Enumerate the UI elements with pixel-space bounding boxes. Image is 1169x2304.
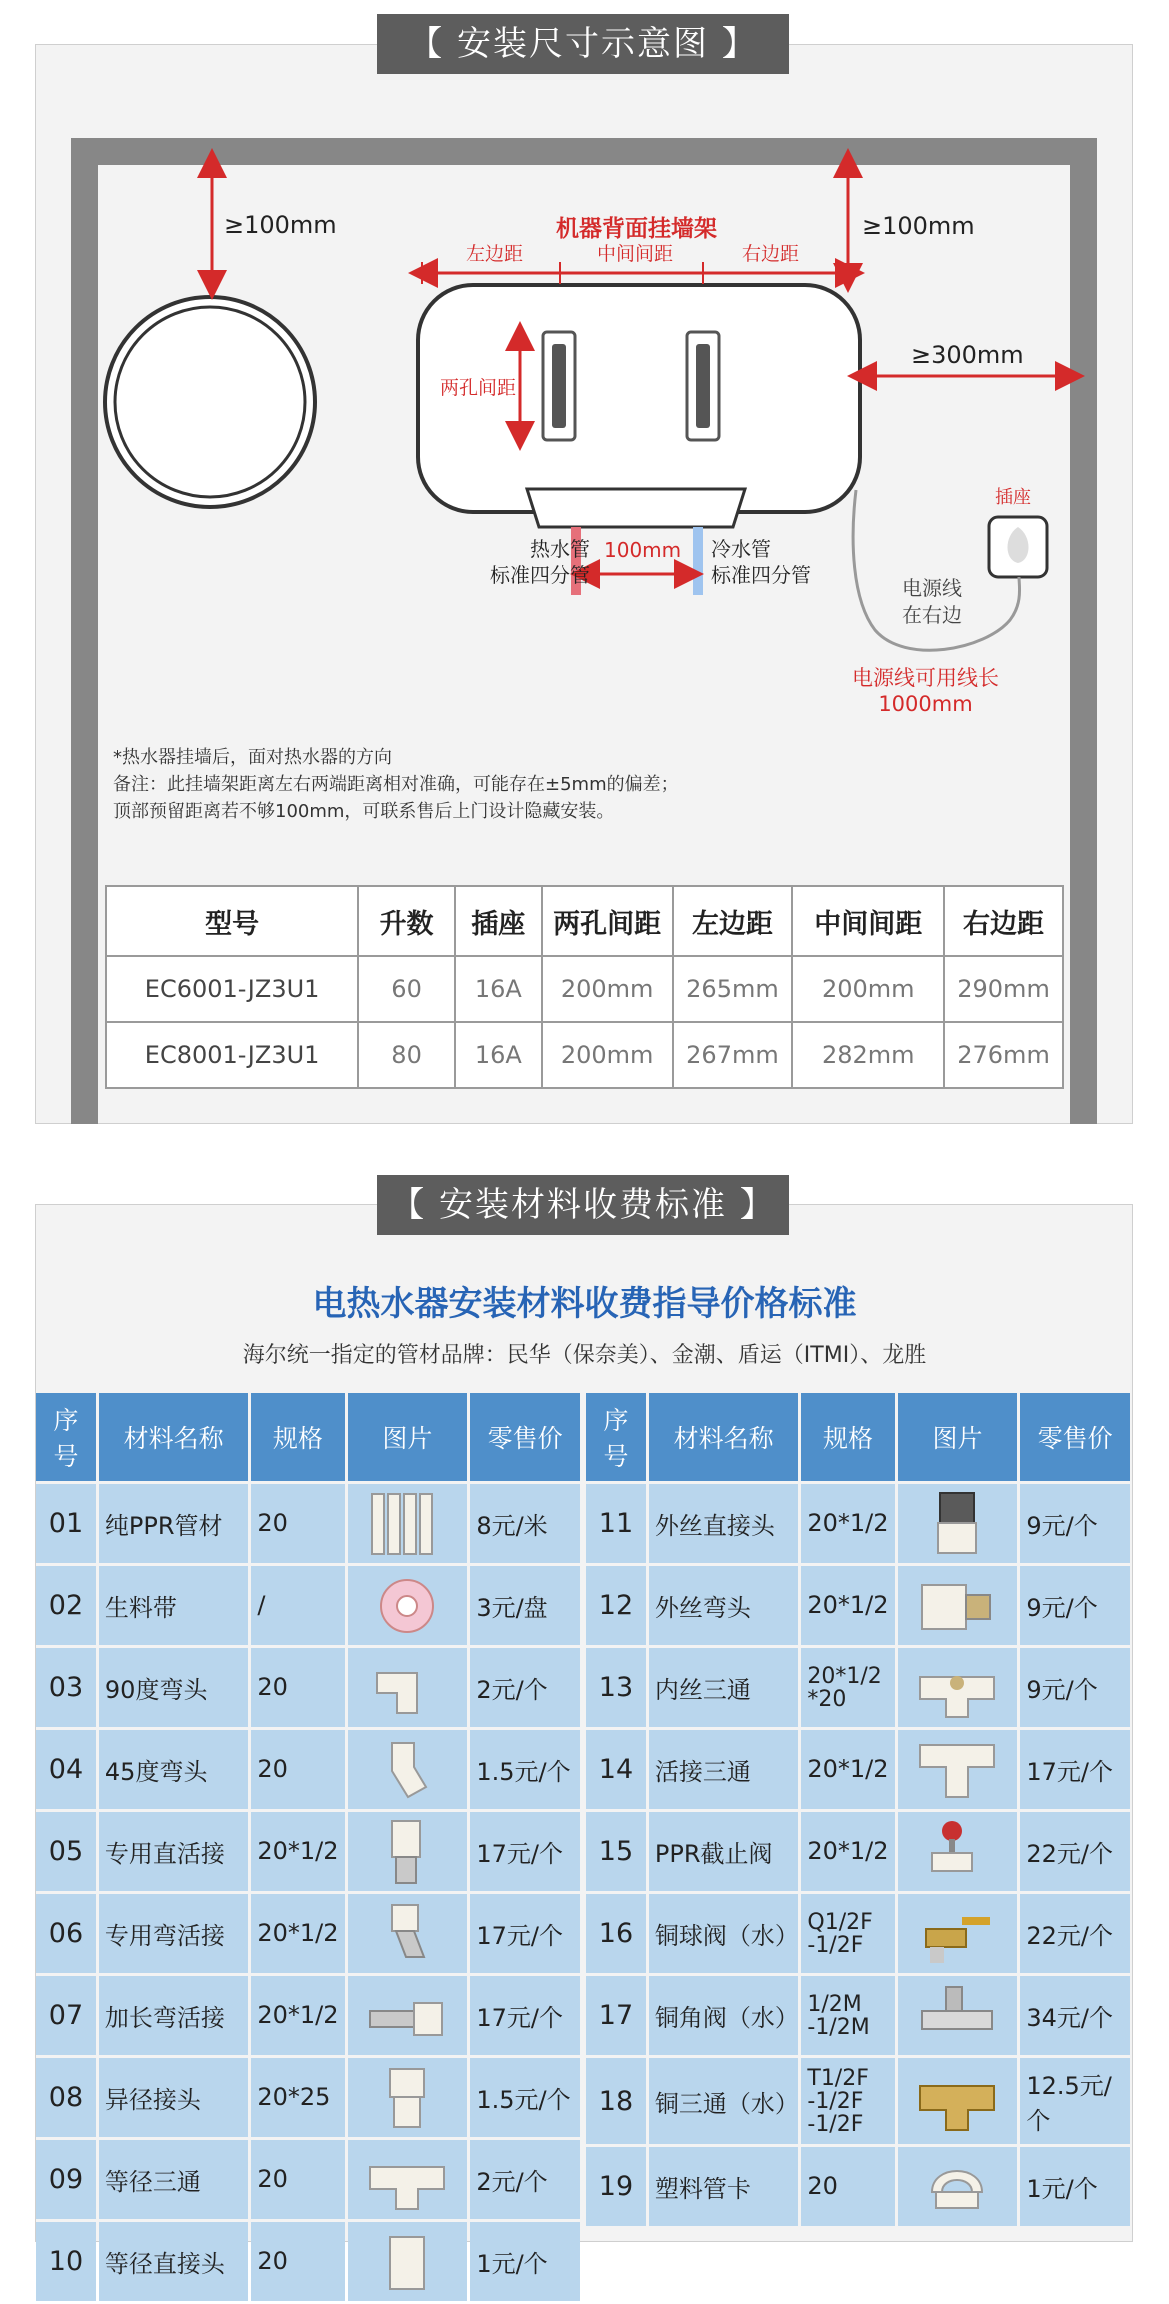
material-spec: 20*1/2 [251,1812,344,1891]
row-number: 18 [586,2058,646,2144]
row-number: 13 [586,1648,646,1727]
material-name: 塑料管卡 [649,2147,798,2226]
material-picture [898,1566,1018,1645]
material-name: 外丝弯头 [649,1566,798,1645]
price-row [36,1484,580,1563]
cold-pipe-label: 冷水管 标准四分管 [711,537,811,587]
heater-side-view [105,297,315,507]
material-picture [898,1894,1018,1973]
retail-price: 8元/米 [470,1484,580,1563]
price-table-left: 序号 材料名称 规格 图片 零售价 01 纯PPR管材 20 8元/米 02 生料带 / 3元/盘 03 90度弯头 20 2元/个 04 45度弯头 20 1.5元/个 05 专用直活接 20*1/2 17元/个 06 专用弯活接 20*1/2 17元/个 07 加长弯活接 20*1/2 17元/个 08 异径接头 20*25 1.5元/个 09 等径三通 20 2元/个 10 等径直接头 20 1元/个 [33,1390,583,2304]
straight-union-icon [362,1817,452,1887]
angle-valve-icon [912,1981,1002,2051]
price-row [586,1976,1130,2055]
material-picture [348,1976,468,2055]
material-picture [348,1648,468,1727]
retail-price: 1元/个 [1020,2147,1130,2226]
material-picture [898,1812,1018,1891]
retail-price: 3元/盘 [470,1566,580,1645]
middle-distance-label: 中间间距 [597,243,674,265]
material-name: 纯PPR管材 [99,1484,248,1563]
row-number: 17 [586,1976,646,2055]
bracket-title: 机器背面挂墙架 [556,216,717,242]
material-spec: 20*1/2 [801,1812,894,1891]
price-row [586,1484,1130,1563]
male-elbow-icon [912,1571,1002,1641]
retail-price: 9元/个 [1020,1484,1130,1563]
row-number: 11 [586,1484,646,1563]
material-name: 等径三通 [99,2140,248,2219]
material-name: 内丝三通 [649,1648,798,1727]
retail-price: 9元/个 [1020,1648,1130,1727]
row-number: 02 [36,1566,96,1645]
row-number: 01 [36,1484,96,1563]
hole-distance-label: 两孔间距 [440,377,517,399]
pricing-title: 电热水器安装材料收费指导价格标准 [312,1284,857,1324]
material-name: 铜角阀（水） [649,1976,798,2055]
material-spec: 20*1/2 [251,1976,344,2055]
top-right-clearance-label: ≥100mm [862,212,975,240]
material-name: 加长弯活接 [99,1976,248,2055]
row-number: 04 [36,1730,96,1809]
price-row [36,2058,580,2137]
material-spec: 20 [251,2140,344,2219]
material-picture [348,1894,468,1973]
material-picture [348,1812,468,1891]
material-spec: Q1/2F -1/2F [801,1894,894,1973]
price-row [36,1566,580,1645]
material-picture [898,1976,1018,2055]
material-spec: 20*1/2 [801,1566,894,1645]
ptfe-tape-icon [362,1571,452,1641]
material-spec: 20 [801,2147,894,2226]
material-picture [898,1484,1018,1563]
retail-price: 22元/个 [1020,1812,1130,1891]
material-name: 生料带 [99,1566,248,1645]
material-picture [898,2058,1018,2144]
male-coupling-icon [912,1489,1002,1559]
retail-price: 9元/个 [1020,1566,1130,1645]
hot-pipe-label: 热水管 标准四分管 [490,537,590,587]
cold-water-pipe [693,527,703,595]
retail-price: 1.5元/个 [470,1730,580,1809]
retail-price: 17元/个 [470,1812,580,1891]
elbow-union-icon [362,1899,452,1969]
stop-valve-icon [912,1817,1002,1887]
retail-price: 12.5元/个 [1020,2058,1130,2144]
material-name: 外丝直接头 [649,1484,798,1563]
material-picture [348,2058,468,2137]
spec-row: EC6001-JZ3U1 60 16A 200mm 265mm 200mm 290mm [106,956,1063,1022]
price-row [36,1730,580,1809]
material-spec: / [251,1566,344,1645]
price-row [586,2058,1130,2144]
material-spec: 20*1/2 [251,1894,344,1973]
material-picture [898,2147,1018,2226]
price-row [586,1648,1130,1727]
model-spec-table [105,885,1064,1089]
installation-notes: *热水器挂墙后，面对热水器的方向 备注：此挂墙架距离左右两端距离相对准确，可能存在±5mm的偏差； 顶部预留距离若不够100mm，可联系售后上门设计隐藏安装。 [113,747,679,822]
material-name: 专用直活接 [99,1812,248,1891]
price-table-right: 序号 材料名称 规格 图片 零售价 11 外丝直接头 20*1/2 9元/个 12 外丝弯头 20*1/2 9元/个 13 内丝三通 20*1/2 *20 9元/个 14 活接三通 20*1/2 17元/个 15 PPR截止阀 20*1/2 22元/个 16 铜球阀（水） Q1/2F -1/2F 22元/个 17 铜角阀（水） 1/2M -1/2M 34元/个 18 铜三通（水） T1/2F -1/2F -1/2F 12.5元/个 19 塑料管卡 20 1元/个 [583,1390,1133,2229]
material-picture [348,1730,468,1809]
female-tee-icon [912,1653,1002,1723]
row-number: 10 [36,2222,96,2301]
retail-price: 22元/个 [1020,1894,1130,1973]
material-spec: 20*1/2 *20 [801,1648,894,1727]
spec-header-row: 型号 升数 插座 两孔间距 左边距 中间间距 右边距 [106,886,1063,956]
material-spec: 20 [251,1730,344,1809]
material-spec: 20 [251,1648,344,1727]
long-elbow-union-icon [362,1981,452,2051]
material-picture [348,2140,468,2219]
left-distance-label: 左边距 [466,243,524,265]
row-number: 08 [36,2058,96,2137]
material-spec: T1/2F -1/2F -1/2F [801,2058,894,2144]
material-name: 90度弯头 [99,1648,248,1727]
heater-bottom-panel [527,489,745,527]
row-number: 06 [36,1894,96,1973]
material-picture [898,1730,1018,1809]
right-distance-label: 右边距 [742,243,800,265]
price-row [36,1976,580,2055]
material-spec: 20 [251,2222,344,2301]
bracket-left [543,332,575,440]
row-number: 09 [36,2140,96,2219]
retail-price: 17元/个 [1020,1730,1130,1809]
material-spec: 20 [251,1484,344,1563]
spec-row: EC8001-JZ3U1 80 16A 200mm 267mm 282mm 276mm [106,1022,1063,1088]
reducer-icon [362,2063,452,2133]
retail-price: 17元/个 [470,1976,580,2055]
price-row [36,2140,580,2219]
material-name: 异径接头 [99,2058,248,2137]
socket-label: 插座 [995,487,1031,508]
material-name: 铜球阀（水） [649,1894,798,1973]
price-row [586,1730,1130,1809]
retail-price: 1.5元/个 [470,2058,580,2137]
cord-label: 电源线 在右边 [902,576,962,627]
dimension-banner: 【 安装尺寸示意图 】 [377,14,789,74]
ball-valve-icon [912,1899,1002,1969]
elbow-90-icon [362,1653,452,1723]
price-row [36,1812,580,1891]
cord-length-label: 电源线可用线长 1000mm [852,666,999,716]
material-name: 45度弯头 [99,1730,248,1809]
material-picture [348,1484,468,1563]
brass-tee-icon [912,2066,1002,2136]
material-name: 等径直接头 [99,2222,248,2301]
price-row [586,2147,1130,2226]
retail-price: 2元/个 [470,1648,580,1727]
elbow-45-icon [362,1735,452,1805]
pricing-subtitle: 海尔统一指定的管材品牌：民华（保奈美）、金潮、盾运（ITMI）、龙胜 [242,1343,927,1368]
price-row [36,1894,580,1973]
row-number: 07 [36,1976,96,2055]
retail-price: 2元/个 [470,2140,580,2219]
material-picture [348,2222,468,2301]
material-spec: 1/2M -1/2M [801,1976,894,2055]
right-clearance-label: ≥300mm [911,341,1024,369]
pricing-banner: 【 安装材料收费标准 】 [377,1175,789,1235]
material-spec: 20*1/2 [801,1484,894,1563]
pipe-distance-label: 100mm [604,538,682,562]
material-name: 专用弯活接 [99,1894,248,1973]
material-picture [348,1566,468,1645]
price-row [586,1566,1130,1645]
row-number: 19 [586,2147,646,2226]
row-number: 14 [586,1730,646,1809]
price-row [586,1812,1130,1891]
row-number: 16 [586,1894,646,1973]
bracket-right [687,332,719,440]
price-row [36,2222,580,2301]
retail-price: 17元/个 [470,1894,580,1973]
price-row [36,1648,580,1727]
row-number: 15 [586,1812,646,1891]
material-name: PPR截止阀 [649,1812,798,1891]
coupling-icon [362,2227,452,2297]
union-tee-icon [912,1735,1002,1805]
material-picture [898,1648,1018,1727]
retail-price: 1元/个 [470,2222,580,2301]
material-name: 活接三通 [649,1730,798,1809]
row-number: 03 [36,1648,96,1727]
material-spec: 20*25 [251,2058,344,2137]
row-number: 12 [586,1566,646,1645]
material-spec: 20*1/2 [801,1730,894,1809]
retail-price: 34元/个 [1020,1976,1130,2055]
ppr-pipes-icon [362,1489,452,1559]
row-number: 05 [36,1812,96,1891]
material-name: 铜三通（水） [649,2058,798,2144]
installation-diagram [0,0,1169,1000]
tee-icon [362,2145,452,2215]
top-left-clearance-label: ≥100mm [224,211,337,239]
pipe-clip-icon [912,2152,1002,2222]
price-row [586,1894,1130,1973]
